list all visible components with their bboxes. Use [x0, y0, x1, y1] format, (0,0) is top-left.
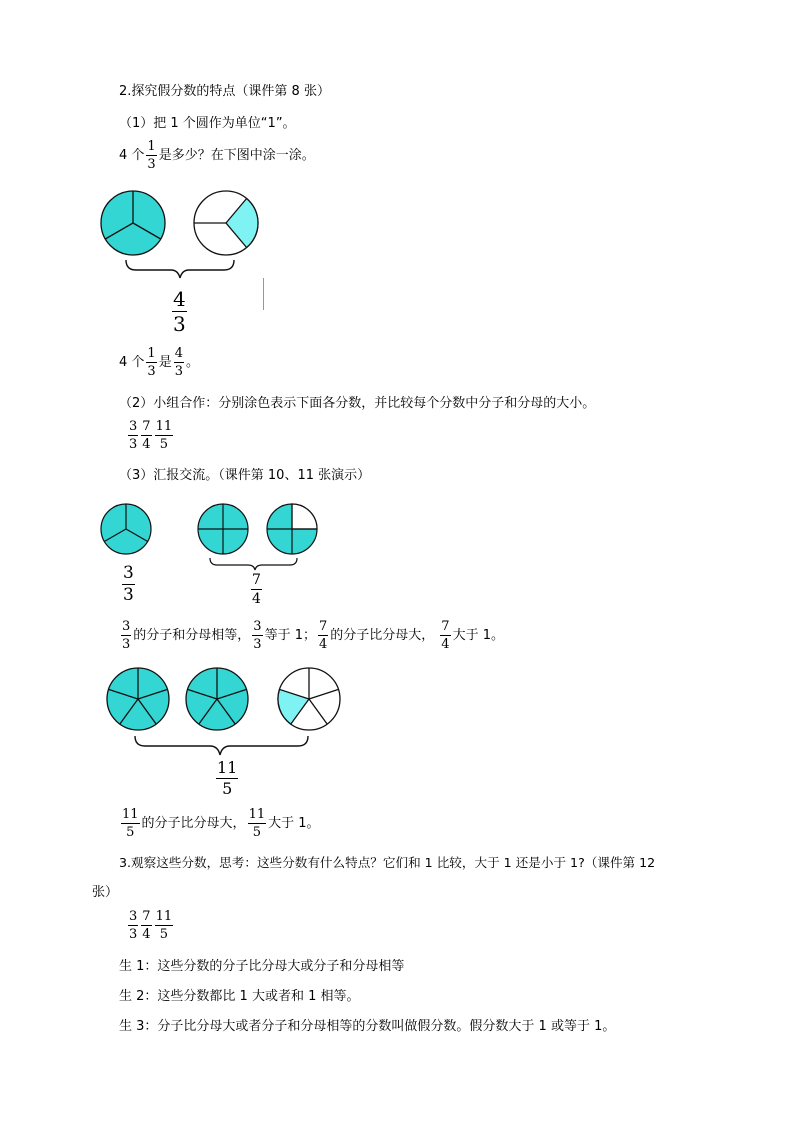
answer-line	[119, 347, 199, 378]
comparison-text: 的分子比分母大，	[141, 816, 246, 831]
fraction-eleven-fifths	[121, 808, 140, 839]
fraction-item	[155, 910, 174, 941]
fraction-denominator: 3	[129, 927, 138, 942]
fraction-three-thirds	[252, 620, 262, 651]
fraction-seven-fourths	[440, 620, 450, 651]
comparison-text: 的分子和分母相等，	[133, 628, 251, 643]
answer-suffix: 。	[185, 355, 199, 370]
circle-full-thirds	[101, 191, 165, 255]
circle-one-third	[194, 191, 258, 255]
fraction-numerator: 3	[253, 619, 262, 634]
fraction-four-thirds	[172, 289, 187, 334]
fraction-denominator: 5	[159, 437, 168, 452]
fraction-three-thirds	[122, 565, 135, 604]
fraction-numerator: 11	[122, 807, 139, 822]
circle-quarters-full	[198, 504, 248, 554]
circle-one-fifth	[278, 668, 340, 730]
circle-thirds-full	[101, 504, 151, 554]
fraction-three-thirds	[121, 620, 131, 651]
fraction-four-thirds	[174, 347, 184, 378]
comparison-line-1	[119, 620, 504, 651]
comparison-line-2	[119, 808, 320, 839]
fraction-numerator: 4	[174, 346, 183, 361]
text-cursor	[263, 278, 264, 310]
figure-three-thirds-seven-fourths	[98, 500, 328, 570]
section-2-heading: 2.探究假分数的特点（课件第 8 张）	[119, 84, 330, 99]
fraction-item	[141, 420, 151, 451]
student-2-answer: 生 2：这些分数都比 1 大或者和 1 相等。	[119, 989, 360, 1004]
fraction-denominator: 5	[252, 825, 261, 840]
comparison-text: 大于 1。	[452, 628, 504, 643]
fraction-list-2	[128, 910, 176, 941]
section-3-heading-cont: 张）	[92, 885, 119, 900]
fraction-denominator: 5	[159, 927, 168, 942]
fraction-denominator: 3	[123, 585, 134, 605]
fraction-seven-fourths	[251, 573, 262, 606]
fraction-numerator: 1	[147, 346, 156, 361]
student-1-answer: 生 1：这些分数的分子比分母大或分子和分母相等	[119, 959, 405, 974]
fraction-list	[128, 420, 176, 451]
question-line	[119, 140, 315, 171]
fraction-numerator: 7	[142, 419, 151, 434]
comparison-text: 等于 1；	[264, 628, 316, 643]
fraction-numerator: 7	[252, 572, 261, 588]
fraction-denominator: 4	[142, 927, 151, 942]
fraction-numerator: 7	[142, 909, 151, 924]
fraction-numerator: 11	[248, 807, 266, 822]
fraction-item	[155, 420, 174, 451]
fraction-item	[141, 910, 151, 941]
fraction-one-third	[146, 140, 156, 171]
fraction-numerator: 4	[173, 287, 186, 311]
fraction-numerator: 3	[129, 909, 138, 924]
curly-brace	[126, 260, 234, 278]
fraction-numerator: 3	[129, 419, 138, 434]
circle-fifths-full	[186, 668, 248, 730]
fraction-numerator: 11	[217, 758, 238, 777]
fraction-denominator: 4	[252, 591, 261, 607]
fraction-denominator: 3	[173, 312, 186, 336]
fraction-numerator: 7	[318, 619, 328, 634]
fraction-numerator: 3	[123, 563, 134, 583]
fraction-eleven-fifths	[248, 808, 267, 839]
fraction-denominator: 5	[222, 779, 233, 798]
fraction-numerator: 11	[155, 419, 173, 434]
question-suffix: 是多少？在下图中涂一涂。	[158, 148, 315, 163]
fraction-item	[128, 420, 138, 451]
figure-1-label-wrap	[170, 289, 189, 334]
comparison-text: 的分子比分母大，	[330, 628, 435, 643]
fraction-denominator: 3	[122, 637, 131, 652]
question-prefix: 4 个	[119, 148, 145, 163]
section-3-heading: 3.观察这些分数，思考：这些分数有什么特点？它们和 1 比较，大于 1 还是小于 1?（课件第 12	[119, 855, 656, 870]
comparison-text: 大于 1。	[268, 816, 320, 831]
fraction-numerator: 1	[147, 139, 156, 154]
circle-three-quarters	[267, 504, 317, 554]
fraction-one-third	[146, 347, 156, 378]
fraction-numerator: 11	[155, 909, 173, 924]
fraction-denominator: 3	[253, 637, 262, 652]
fraction-denominator: 3	[147, 157, 156, 172]
fraction-numerator: 3	[122, 619, 131, 634]
curly-brace	[210, 558, 297, 570]
figure-four-thirds	[96, 186, 266, 286]
student-3-answer: 生 3：分子比分母大或者分子和分母相等的分数叫做假分数。假分数大于 1 或等于 1。	[119, 1019, 616, 1034]
answer-mid: 是	[158, 355, 172, 370]
fraction-denominator: 3	[129, 437, 138, 452]
fraction-denominator: 4	[318, 637, 328, 652]
curly-brace	[135, 736, 308, 755]
circle-fifths-full	[107, 668, 169, 730]
fraction-denominator: 3	[147, 364, 156, 379]
fraction-seven-fourths	[318, 620, 328, 651]
fraction-denominator: 4	[441, 637, 450, 652]
figure-eleven-fifths	[102, 666, 347, 766]
fraction-eleven-fifths	[216, 760, 238, 797]
fraction-denominator: 4	[142, 437, 151, 452]
fraction-item	[128, 910, 138, 941]
fraction-denominator: 3	[174, 364, 183, 379]
answer-prefix: 4 个	[119, 355, 145, 370]
figure-3-label-wrap	[214, 760, 240, 797]
step-2-text: （2）小组合作：分别涂色表示下面各分数，并比较每个分数中分子和分母的大小。	[119, 396, 596, 411]
step-1-text: （1）把 1 个圆作为单位“1”。	[119, 116, 296, 131]
fraction-numerator: 7	[441, 619, 450, 634]
figure-2-label-a-wrap	[120, 565, 137, 604]
step-3-text: （3）汇报交流。（课件第 10、11 张演示）	[119, 468, 371, 483]
figure-2-label-b-wrap	[249, 573, 264, 606]
fraction-denominator: 5	[126, 825, 135, 840]
